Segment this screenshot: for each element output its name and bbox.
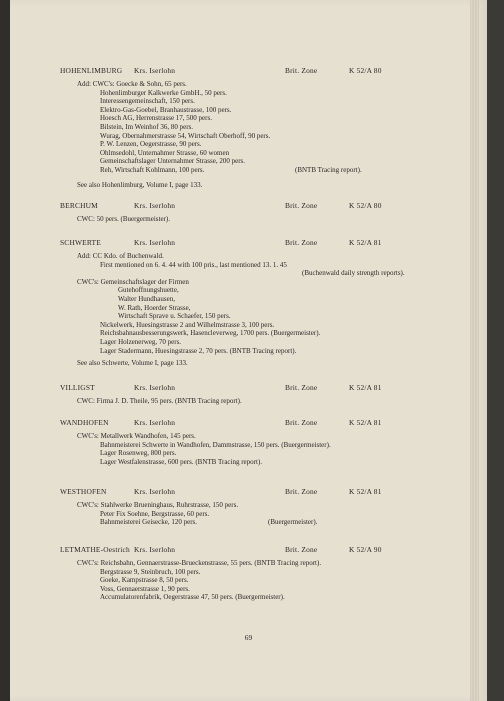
line-text: Interessengemeinschaft, 150 pers. xyxy=(100,97,195,106)
place-name: WESTHOFEN xyxy=(60,487,107,496)
map-code: K 52/A 90 xyxy=(349,545,382,554)
entry-line xyxy=(10,304,487,313)
entry-line xyxy=(10,140,487,149)
line-text: Wurag, Obernahmerstrasse 54, Wirtschaft Oberhoff, 90 pers. xyxy=(100,131,271,140)
line-text: Gutehoffnungshuette, xyxy=(118,286,179,295)
entry-line xyxy=(10,338,487,347)
entry-line xyxy=(10,106,487,115)
zone: Brit. Zone xyxy=(285,201,318,210)
entry-line xyxy=(10,568,487,577)
zone: Brit. Zone xyxy=(285,545,318,554)
zone: Brit. Zone xyxy=(285,487,318,496)
entry-line xyxy=(10,458,487,467)
entry-line xyxy=(10,585,487,594)
zone: Brit. Zone xyxy=(285,383,318,392)
zone: Brit. Zone xyxy=(285,66,318,75)
entry-line xyxy=(10,278,487,287)
line-text: Bahnmeisterei Schwerte in Wandhofen, Dammstrasse, 150 pers. (Buergermeister). xyxy=(100,440,331,449)
line-text: Voss, Gennaerstrasse 1, 90 pers. xyxy=(100,584,190,593)
district: Krs. Iserlohn xyxy=(134,545,176,554)
entry-line xyxy=(10,157,487,166)
line-text: See also Hohenlimburg, Volume I, page 133. xyxy=(77,180,203,189)
entry-header xyxy=(10,66,487,78)
place-name: WANDHOFEN xyxy=(60,418,109,427)
entry-line xyxy=(10,559,487,568)
scan-left-margin xyxy=(0,0,10,701)
entry-villigst xyxy=(10,383,487,406)
entry-header xyxy=(10,238,487,250)
line-text: W. Rath, Hoerder Strasse, xyxy=(118,303,191,312)
line-text: Bahnmeisterei Geisecke, 120 pers. xyxy=(100,518,197,527)
entry-line xyxy=(10,166,487,175)
map-code: K 52/A 81 xyxy=(349,383,382,392)
line-source-note: (Buergermeister). xyxy=(268,518,318,527)
entry-berchum xyxy=(10,201,487,224)
entry-line xyxy=(10,449,487,458)
map-code: K 52/A 80 xyxy=(349,66,382,75)
entry-hohenlimburg xyxy=(10,66,487,189)
entry-line xyxy=(10,149,487,158)
zone: Brit. Zone xyxy=(285,418,318,427)
entry-line xyxy=(10,114,487,123)
line-source-note: (BNTB Tracing report). xyxy=(295,165,362,174)
entry-line xyxy=(10,286,487,295)
map-code: K 52/A 81 xyxy=(349,238,382,247)
line-text: See also Schwerte, Volume I, page 133. xyxy=(77,359,188,368)
entry-line xyxy=(10,252,487,261)
line-text: CWC: 50 pers. (Buergermeister). xyxy=(77,215,170,223)
entry-line xyxy=(10,123,487,132)
place-name: LETMATHE-Oestrich xyxy=(60,545,130,554)
entry-line xyxy=(10,97,487,106)
entry-westhofen xyxy=(10,487,487,527)
place-name: SCHWERTE xyxy=(60,238,101,247)
district: Krs. Iserlohn xyxy=(134,383,176,392)
line-text: CWC's: Stahlwerke Brueninghaus, Ruhrstrasse, 150 pers. xyxy=(77,501,239,509)
entry-line xyxy=(10,181,487,190)
line-text: CWC's: Gemeinschaftslager der Firmen xyxy=(77,277,189,286)
place-name: BERCHUM xyxy=(60,201,98,210)
entry-line xyxy=(10,432,487,441)
line-text: CWC: Firma J. D. Theile, 95 pers. (BNTB Tracing report). xyxy=(77,397,242,405)
entry-header xyxy=(10,545,487,557)
entry-line xyxy=(10,441,487,450)
map-code: K 52/A 81 xyxy=(349,418,382,427)
line-text: Wirtschaft Sprave u. Schaefer, 150 pers. xyxy=(118,312,231,321)
entry-header xyxy=(10,487,487,499)
entry-line xyxy=(10,359,487,368)
entry-schwerte xyxy=(10,238,487,368)
entry-line xyxy=(10,510,487,519)
entry-header xyxy=(10,383,487,395)
district: Krs. Iserlohn xyxy=(134,66,176,75)
entry-line xyxy=(10,518,487,527)
line-text: P. W. Lenzen, Oegerstrasse, 90 pers. xyxy=(100,140,202,149)
line-text: Lager Holzenerweg, 70 pers. xyxy=(100,337,182,346)
map-code: K 52/A 81 xyxy=(349,487,382,496)
entry-line xyxy=(10,329,487,338)
place-name: HOHENLIMBURG xyxy=(60,66,123,75)
entry-line xyxy=(10,312,487,321)
entry-line xyxy=(10,89,487,98)
line-text: Reh, Wirtschaft Kohlmann, 100 pers. xyxy=(100,165,205,174)
entry-line xyxy=(10,321,487,330)
district: Krs. Iserlohn xyxy=(134,238,176,247)
district: Krs. Iserlohn xyxy=(134,418,176,427)
page-number: 69 xyxy=(244,633,253,642)
entry-line xyxy=(10,80,487,89)
district: Krs. Iserlohn xyxy=(134,201,176,210)
line-text: Reichsbahnausbesserungswerk, Hasencleverweg, 1700 pers. (Buergermeister). xyxy=(100,329,321,338)
entry-line xyxy=(10,261,487,270)
entry-line xyxy=(10,576,487,585)
entry-wandhofen xyxy=(10,418,487,466)
line-text: Hohenlimburger Kalkwerke GmbH., 50 pers. xyxy=(100,88,227,97)
line-text: Peter Fix Soehne, Bergstrasse, 60 pers. xyxy=(100,509,210,518)
line-text: Lager Rosenweg, 800 pers. xyxy=(100,449,177,458)
entry-line xyxy=(10,593,487,602)
entry-line xyxy=(10,215,487,224)
entry-line xyxy=(10,397,487,406)
entry-line xyxy=(10,501,487,510)
line-text: CWC's: Metallwerk Wandhofen, 145 pers. xyxy=(77,432,196,440)
entry-line xyxy=(10,295,487,304)
line-text: Hoesch AG, Herrenstrasse 17, 500 pers. xyxy=(100,114,212,123)
entry-header xyxy=(10,201,487,213)
line-text: Bilstein, Im Weinhof 36, 80 pers. xyxy=(100,122,194,131)
entry-header xyxy=(10,418,487,430)
line-text: Gemeinschaftslager Unternahmer Strasse, 200 pers. xyxy=(100,157,246,166)
line-text: Accumulatorenfabrik, Oegerstrasse 47, 50 pers. (Buergermeister). xyxy=(100,593,285,602)
entry-line xyxy=(10,347,487,356)
line-source-note: (Buchenwald daily strength reports). xyxy=(302,269,405,278)
line-text: Bergstrasse 9, Steinbruch, 100 pers. xyxy=(100,567,201,576)
district: Krs. Iserlohn xyxy=(134,487,176,496)
entry-line xyxy=(10,132,487,141)
line-text: Add: CWC's: Goecke & Sohn, 65 pers. xyxy=(77,80,187,88)
entry-letmathe-oestrich xyxy=(10,545,487,602)
line-text: CWC's: Reichsbahn, Gennaerstrasse-Brueckenstrasse, 55 pers. (BNTB Tracing report). xyxy=(77,559,322,567)
line-text: First mentioned on 6. 4. 44 with 100 pris., last mentioned 13. 1. 45 xyxy=(100,260,287,269)
line-text: Lager Stadermann, Huesingstrasse 2, 70 pers. (BNTB Tracing report). xyxy=(100,346,297,355)
line-text: Add: CC Kdo. of Buchenwald. xyxy=(77,252,164,260)
entry-line xyxy=(10,269,487,278)
line-text: Lager Westfalenstrasse, 600 pers. (BNTB Tracing report). xyxy=(100,457,263,466)
line-text: Nickelwerk, Huesingstrasse 2 and Wilhelmstrasse 3, 100 pers. xyxy=(100,320,275,329)
place-name: VILLIGST xyxy=(60,383,95,392)
line-text: Walter Hundhausen, xyxy=(118,294,175,303)
zone: Brit. Zone xyxy=(285,238,318,247)
line-text: Ohlmsedohl, Unternahmer Strasse, 60 women xyxy=(100,148,230,157)
line-text: Goeke, Kampstrasse 8, 50 pers. xyxy=(100,576,189,585)
line-text: Elektro-Gas-Goebel, Branhaustrasse, 100 pers. xyxy=(100,105,232,114)
document-page xyxy=(10,0,487,701)
map-code: K 52/A 80 xyxy=(349,201,382,210)
